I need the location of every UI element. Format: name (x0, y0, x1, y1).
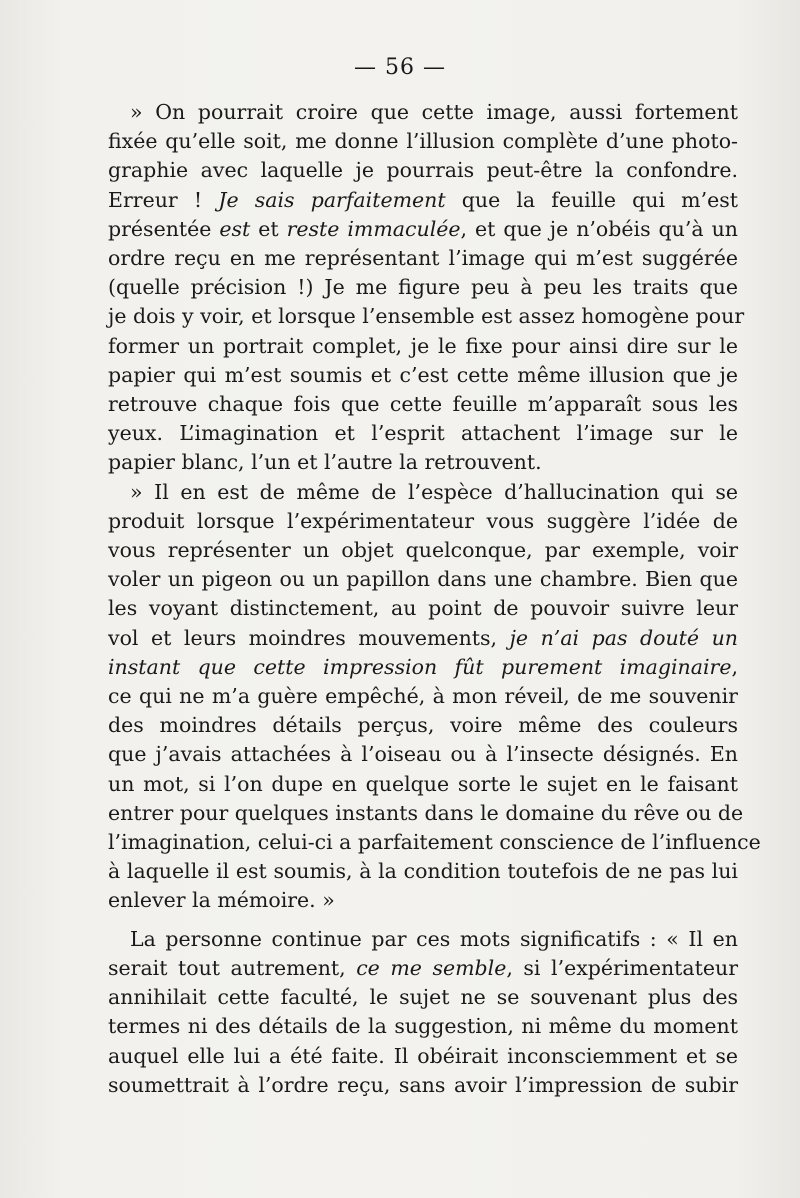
italic-text: est (219, 216, 251, 241)
italic-text: instant que cette impression fût purement imaginaire (108, 654, 732, 679)
text-line: papier blanc, l’un et l’autre la retrouvent. (108, 450, 542, 475)
text-line: auquel elle lui a été faite. Il obéirait inconsciemment et se (108, 1043, 738, 1068)
text-line: » Il en est de même de l’espèce d’hallucination qui se (130, 479, 738, 504)
text-line: que j’avais attachées à l’oiseau ou à l’insecte désignés. En (108, 742, 738, 767)
text-line: ordre reçu en me représentant l’image qui m’est suggérée (108, 246, 738, 271)
text-segment: , (731, 654, 738, 679)
text-line: fixée qu’elle soit, me donne l’illusion complète d’une photo- (108, 129, 738, 154)
body-text (108, 98, 761, 1100)
text-line: annihilait cette faculté, le sujet ne se souvenant plus des (108, 985, 738, 1010)
text-line (108, 215, 738, 244)
text-line: je dois y voir, et lorsque l’ensemble est assez homogène pour (108, 304, 745, 329)
text-segment: présentée (108, 216, 220, 241)
text-segment: Erreur ! (108, 187, 219, 212)
text-line: La personne continue par ces mots significatifs : « Il en (130, 926, 738, 951)
italic-text: Je sais parfaitement (218, 187, 446, 212)
text-line: entrer pour quelques instants dans le domaine du rêve ou de (108, 800, 744, 825)
text-line: graphie avec laquelle je pourrais peut-être la confondre. (108, 158, 738, 183)
italic-text: reste immaculée (286, 216, 461, 241)
text-line: à laquelle il est soumis, à la condition toutefois de ne pas lui (108, 859, 738, 884)
text-line: les voyant distinctement, au point de pouvoir suivre leur (108, 596, 738, 621)
text-line: enlever la mémoire. » (108, 888, 335, 913)
text-line: ce qui ne m’a guère empêché, à mon réveil, de me souvenir (108, 684, 738, 709)
text-line: retrouve chaque fois que cette feuille m’apparaît sous les (108, 392, 738, 417)
text-segment: , et que je n’obéis qu’à un (460, 216, 738, 241)
text-line: vous représenter un objet quelconque, par exemple, voir (108, 538, 738, 563)
text-line (108, 954, 738, 983)
text-line: un mot, si l’on dupe en quelque sorte le sujet en le faisant (108, 771, 738, 796)
text-line (108, 653, 738, 682)
text-line: » On pourrait croire que cette image, aussi fortement (130, 100, 738, 124)
text-line: termes ni des détails de la suggestion, ni même du moment (108, 1014, 738, 1039)
page-number: — 56 — (354, 55, 446, 80)
text-segment: et (250, 216, 287, 241)
text-line: l’imagination, celui-ci a parfaitement conscience de l’influence (108, 830, 761, 855)
text-segment: serait tout autrement, (108, 955, 357, 980)
text-line (108, 624, 738, 653)
text-line: voler un pigeon ou un papillon dans une chambre. Bien que (108, 567, 738, 592)
paragraph-gap (108, 916, 738, 925)
text-line: former un portrait complet, je le fixe pour ainsi dire sur le (108, 333, 738, 358)
text-line: des moindres détails perçus, voire même des couleurs (108, 713, 738, 738)
text-line: produit lorsque l’expérimentateur vous suggère l’idée de (108, 508, 738, 533)
italic-text: je n’ai pas douté un (509, 625, 738, 650)
text-line: soumettrait à l’ordre reçu, sans avoir l’impression de subir (108, 1072, 738, 1097)
text-segment: que la feuille qui m’est (445, 187, 739, 212)
text-line: yeux. L’imagination et l’esprit attachent l’image sur le (108, 421, 738, 446)
italic-text: ce me semble (356, 955, 507, 980)
text-line: papier qui m’est soumis et c’est cette même illusion que je (108, 362, 738, 387)
text-line (108, 186, 738, 215)
text-segment: vol et leurs moindres mouvements, (108, 625, 510, 650)
text-segment: , si l’expérimentateur (506, 955, 738, 980)
text-line: (quelle précision !) Je me figure peu à peu les traits que (108, 275, 738, 300)
